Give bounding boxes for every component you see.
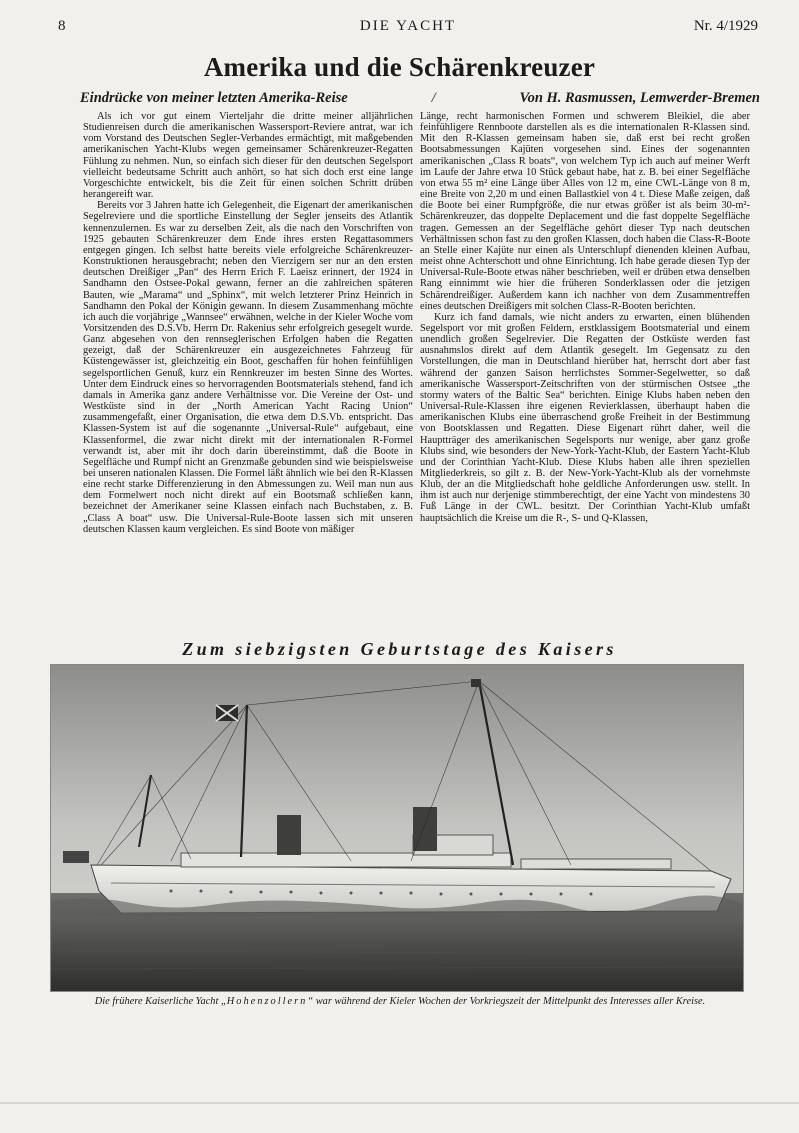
article-title: Amerika und die Schärenkreuzer [203,52,596,82]
subtitle-separator: / [431,90,436,106]
photo-caption [60,996,740,1008]
article-column-left [83,111,413,629]
article-column-right [420,111,750,629]
paragraph: Länge, recht harmonischen Formen und schwerem Bleikiel, die aber feinfühligere Rennboote darstellen als es die internationalen R-Klassen sind. Mit den R-Klassen gemeinsam haben sie, daß erst bei recht großen Bootsabmessungen Kajüten vorgesehen sind. Eines der sogenannten amerikanischen „Class R boats“, von welchem Typ ich auch auf meiner Werft im Laufe der Jahre etwa 10 Stück gebaut habe, hat z. B. bei einer Segelfläche von etwa 55 m² eine Länge über Alles von 12 m, eine CWL-Länge von 8 m, eine Breite von 2,20 m und einen Ballastkiel von 4 t. Diese Maße zeigen, daß die Boote bei einer Rumpfgröße, die nur etwas größer ist als beim 30-m²-Schärenkreuzer, das doppelte Deplacement und die fast doppelte Segelfläche tragen. Gemessen an der Segelfläche gehört dieser Typ nach deutschen Verhältnissen schon fast zu den großen Klassen, doch haben die Class-R-Boote an Stelle einer Kajüte nur einen als Unterschlupf dienenden kleinen Aufbau, meist ohne Achterschott und ohne Einrichtung. Ich habe gerade diesen Typ der Universal-Rule-Boote etwas näher beschrieben, weil er drüben etwa denselben Rang einnimmt wie hier die früheren Sonderklassen oder die jetzigen Schärendreißiger. Außerdem kann ich nachher von dem Zusammentreffen eines deutschen Dreißigers mit solchen Class-R-Booten berichten. [420,111,750,312]
article-subtitle-line [80,90,760,107]
magazine-title: DIE YACHT [359,18,457,34]
hohenzollern-yacht-illustration [51,665,743,991]
page-number: 8 [58,18,66,34]
section-heading: Zum siebzigsten Geburtstage des Kaisers [182,639,617,659]
paragraph: Als ich vor gut einem Vierteljahr die dritte meiner alljährlichen Studienreisen durch die amerikanischen Wassersport-Reviere antrat, war ich vom Vorstand des Deutschen Segler-Verbandes ermächtigt, mit maßgebenden amerikanischen Yacht-Klubs wegen gemeinsamer Schärenkreuzer-Regatten Fühlung zu nehmen. Nun, so einfach sich dieser für den deutschen Segelsport vielleicht bedeutsame Schritt auch anhört, so hat sich doch erst eine lange Vorgeschichte entwickelt, bis die Zeit für einen solchen Schritt drüben herangereift war. [83,111,413,201]
footer-rule [0,1102,799,1104]
caption-start: Die frühere Kaiserliche Yacht „ [94,996,227,1007]
caption-yacht-name: Hohenzollern [226,996,308,1007]
yacht-hull [91,865,731,913]
yacht-photo [50,664,744,992]
caption-end: “ war während der Kieler Wochen der Vorkriegszeit der Mittelpunkt des Interesses aller Kreise. [307,996,706,1007]
page-header [58,14,758,40]
paragraph: Kurz ich fand damals, wie nicht anders zu erwarten, einen blühenden Segelsport vor mit großen Feldern, erstklassigem Bootsmaterial und einem unendlich großen Segelrevier. Die Regatten der Ostküste werden fast ausnahmslos direkt auf dem Atlantik gesegelt. Im Gegensatz zu den Vorstellungen, die man in Deutschland hierüber hat, herrscht dort aber fast während der ganzen Saison herrlichstes Sommer-Segelwetter, so daß amerikanische Wassersport-Zeitschriften von der stürmischen Ostsee „the stormy waters of the Baltic Sea“ berichten. Einige Klubs haben neben den Universal-Rule-Klassen ihre eigenen Revierklassen, überhaupt haben die amerikanischen Klubs eine überraschend große Freiheit in der Bestimmung von Bootsklassen und Regatten. Diese Eigenart rührt daher, weil die Hauptträger des amerikanischen Segelsports nur wenige, aber ganz große Klubs sind, wie besonders der New-York-Yacht-Klub, der Eastern Yacht-Klub und der Corinthian Yacht-Klub. Diese Klubs haben alle ihren speziellen Mitgliederkreis, so gilt z. B. der New-York-Yacht-Klub als der vornehmste Klub, der an die Mitgliedschaft hohe geldliche Anforderungen usw. stellt. In ihm ist auch nur derjenige stimmberechtigt, der eine Yacht von mindestens 30 Fuß Länge in der CWL. besitzt. Der Corinthian Yacht-Klub umfaßt hauptsächlich die Kreise um die R-, S- und Q-Klassen, [420,311,750,524]
article-subtitle: Eindrücke von meiner letzten Amerika-Reise [80,90,348,106]
issue-number: Nr. 4/1929 [693,18,758,34]
article-author: Von H. Rasmussen, Lemwerder-Bremen [519,90,760,106]
paragraph: Bereits vor 3 Jahren hatte ich Gelegenheit, die Eigenart der amerikanischen Segelreviere und die sportliche Einstellung der Segler jenseits des Atlantik kennenzulernen. Es war zu derselben Zeit, als die nach den Vorschriften von 1925 gebauten Schärenkreuzer dem Ende ihres ersten Regattasommers entgegen gingen. Ich selbst hatte bereits viele erfolgreiche Schärenkreuzer-Konstruktionen herausgebracht; neben den Vierzigern ser nur an den ersten deutschen Dreißiger „Pan“ des Herrn Erich F. Laeisz erinnert, der 1924 in Sandhamn den Ostsee-Pokal gewann, ferner an die zahlreichen späteren Bauten, wie „Marama“ und „Sphinx“, mit welch letzterer Prinz Heinrich in Sandhamn den Pokal der Königin gewann. In diesem Zusammenhang möchte ich auch die vorjährige „Wannsee“ erwähnen, welche in der Kieler Woche vom Vorsitzenden des D.S.Vb. Herrn Dr. Rakenius sehr erfolgreich gesegelt wurde. Ganz abgesehen von den rennseglerischen Erfolgen haben die Regatten gezeigt, daß der Schärenkreuzer ein ausgezeichnetes Fahrzeug für Küstengewässer ist, gleichzeitig ein Boot, geschaffen für hohen feinfühligen segelsportlichen Genuß, kurz ein Rennkreuzer im besten Sinne des Wortes. Unter dem Eindruck eines so hervorragenden Bootsmaterials stehend, fand ich damals in Amerika ganz andere Verhältnisse vor. Die Vereine der Ost- und Westküste sind in der „North American Yacht Racing Union“ zusammengefaßt, einer Organisation, die etwa dem D.S.Vb. entspricht. Das Klassen-System ist auf die sogenannte „Universal-Rule“ aufgebaut, eine Klassenformel, die zwar nicht direkt mit der internationalen R-Formel verwandt ist, aber mit ihr doch darin übereinstimmt, daß die Boote in Segelfläche und Rumpf nicht an Grenzmaße gebunden sind wie beispielsweise bei unseren nationalen Klassen. Die Formel läßt ähnlich wie bei den R-Klassen eine recht starke Differenzierung in den Abmessungen zu. Weil man nun aus dem Formelwert noch nicht direkt auf ein Bootsmaß schließen kann, bezeichnet der Amerikaner seine Klassen einfach nach Buchstaben, z. B. „Class A boat“ usw. Die Universal-Rule-Boote lassen sich mit unseren deutschen Klassen kaum vergleichen. Es sind Boote von mäßiger [83,200,413,535]
